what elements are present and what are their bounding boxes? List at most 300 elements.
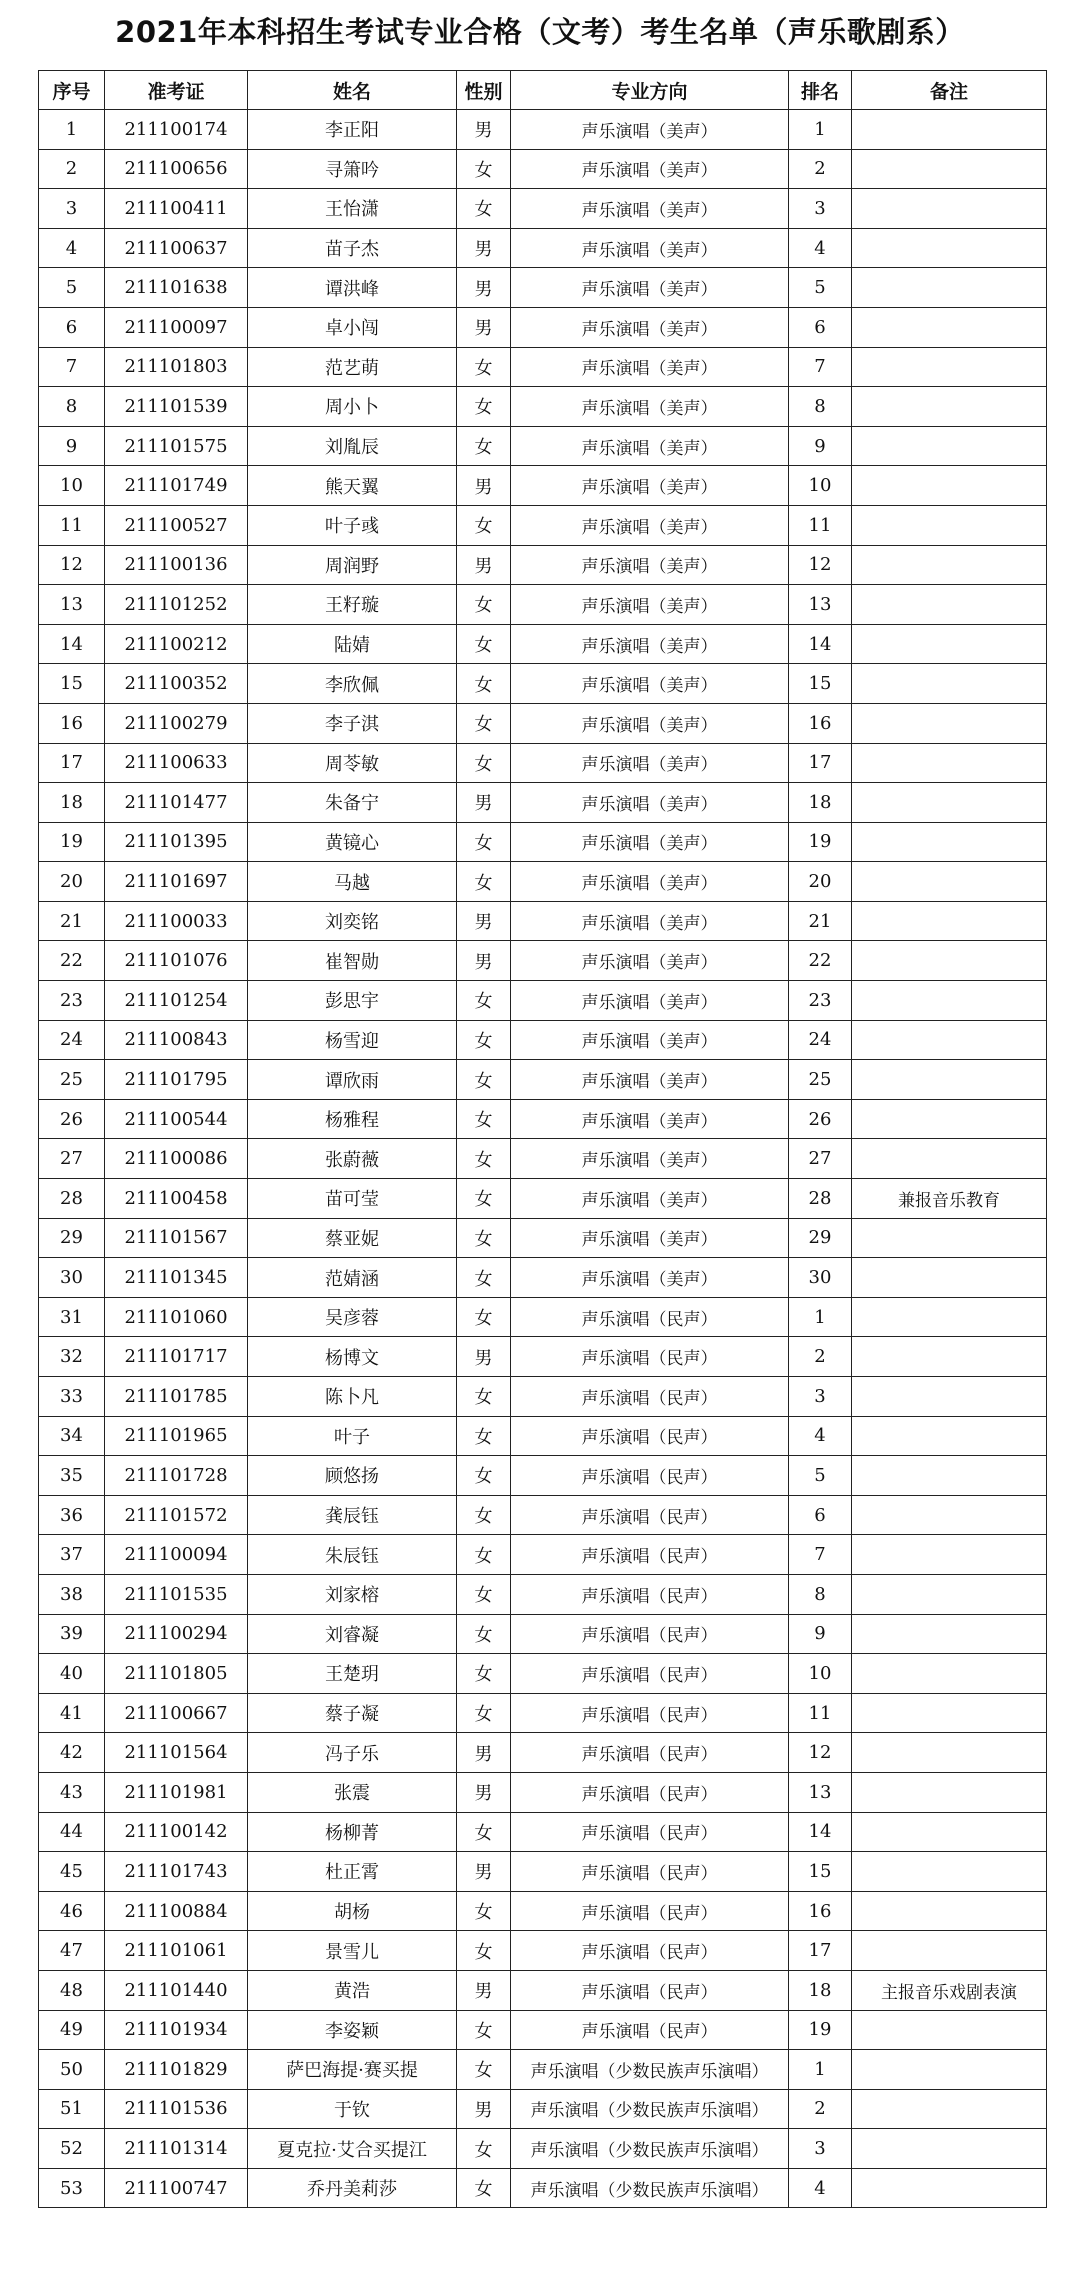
cell-exam-id: 211100086	[105, 1139, 248, 1179]
cell-exam-id: 211100094	[105, 1535, 248, 1575]
cell-name: 叶子彧	[248, 505, 457, 545]
cell-exam-id: 211101829	[105, 2050, 248, 2090]
page-title: 2021年本科招生考试专业合格（文考）考生名单（声乐歌剧系）	[115, 15, 965, 49]
cell-rank: 1	[789, 1297, 852, 1337]
table-row	[39, 1970, 1047, 2010]
cell-note	[852, 1772, 1047, 1812]
cell-name: 萨巴海提·赛买提	[248, 2050, 457, 2090]
cell-exam-id: 211101345	[105, 1258, 248, 1298]
cell-seq: 33	[39, 1377, 105, 1417]
cell-note	[852, 1614, 1047, 1654]
cell-gender: 女	[457, 1891, 511, 1931]
cell-note	[852, 1535, 1047, 1575]
cell-gender: 男	[457, 268, 511, 308]
cell-name: 张震	[248, 1772, 457, 1812]
table-row	[39, 1060, 1047, 1100]
cell-rank: 24	[789, 1020, 852, 1060]
cell-gender: 男	[457, 1733, 511, 1773]
table-row	[39, 387, 1047, 427]
cell-exam-id: 211100633	[105, 743, 248, 783]
cell-seq: 38	[39, 1574, 105, 1614]
cell-gender: 女	[457, 2050, 511, 2090]
cell-rank: 13	[789, 1772, 852, 1812]
cell-seq: 11	[39, 505, 105, 545]
cell-major: 声乐演唱（美声）	[511, 1060, 789, 1100]
cell-seq: 6	[39, 307, 105, 347]
cell-note	[852, 1297, 1047, 1337]
table-row	[39, 1179, 1047, 1219]
cell-name: 周苓敏	[248, 743, 457, 783]
cell-exam-id: 211100637	[105, 228, 248, 268]
cell-major: 声乐演唱（美声）	[511, 466, 789, 506]
cell-gender: 女	[457, 1179, 511, 1219]
cell-note	[852, 703, 1047, 743]
cell-note	[852, 268, 1047, 308]
cell-rank: 3	[789, 2129, 852, 2169]
cell-exam-id: 211101803	[105, 347, 248, 387]
cell-name: 夏克拉·艾合买提江	[248, 2129, 457, 2169]
table-row	[39, 268, 1047, 308]
cell-seq: 43	[39, 1772, 105, 1812]
cell-exam-id: 211100279	[105, 703, 248, 743]
cell-name: 刘家榕	[248, 1574, 457, 1614]
cell-name: 苗可莹	[248, 1179, 457, 1219]
cell-exam-id: 211101575	[105, 426, 248, 466]
cell-seq: 24	[39, 1020, 105, 1060]
cell-seq: 14	[39, 624, 105, 664]
cell-seq: 34	[39, 1416, 105, 1456]
cell-name: 寻箫吟	[248, 149, 457, 189]
cell-name: 李姿颖	[248, 2010, 457, 2050]
header-major: 专业方向	[511, 71, 789, 110]
cell-note	[852, 1852, 1047, 1892]
cell-rank: 2	[789, 1337, 852, 1377]
cell-seq: 26	[39, 1099, 105, 1139]
cell-rank: 6	[789, 1495, 852, 1535]
cell-seq: 8	[39, 387, 105, 427]
cell-note	[852, 981, 1047, 1021]
cell-rank: 30	[789, 1258, 852, 1298]
cell-major: 声乐演唱（民声）	[511, 1337, 789, 1377]
cell-seq: 2	[39, 149, 105, 189]
header-seq: 序号	[39, 71, 105, 110]
cell-gender: 女	[457, 387, 511, 427]
cell-rank: 7	[789, 347, 852, 387]
cell-major: 声乐演唱（民声）	[511, 1456, 789, 1496]
cell-note	[852, 1693, 1047, 1733]
cell-note	[852, 901, 1047, 941]
cell-exam-id: 211100174	[105, 110, 248, 150]
cell-gender: 男	[457, 783, 511, 823]
table-row	[39, 1693, 1047, 1733]
table-row	[39, 1772, 1047, 1812]
table-row	[39, 1852, 1047, 1892]
table-row	[39, 981, 1047, 1021]
cell-exam-id: 211100212	[105, 624, 248, 664]
cell-rank: 17	[789, 743, 852, 783]
table-row	[39, 1377, 1047, 1417]
cell-note	[852, 505, 1047, 545]
cell-seq: 28	[39, 1179, 105, 1219]
cell-gender: 女	[457, 664, 511, 704]
cell-note	[852, 1337, 1047, 1377]
cell-major: 声乐演唱（美声）	[511, 1179, 789, 1219]
cell-rank: 15	[789, 1852, 852, 1892]
cell-gender: 男	[457, 545, 511, 585]
table-row	[39, 2089, 1047, 2129]
cell-note: 兼报音乐教育	[852, 1179, 1047, 1219]
cell-major: 声乐演唱（民声）	[511, 1891, 789, 1931]
cell-major: 声乐演唱（美声）	[511, 901, 789, 941]
cell-rank: 19	[789, 822, 852, 862]
cell-note	[852, 743, 1047, 783]
cell-rank: 15	[789, 664, 852, 704]
cell-major: 声乐演唱（美声）	[511, 664, 789, 704]
cell-gender: 女	[457, 1377, 511, 1417]
table-row	[39, 505, 1047, 545]
cell-exam-id: 211100747	[105, 2168, 248, 2208]
cell-seq: 13	[39, 585, 105, 625]
cell-exam-id: 211101395	[105, 822, 248, 862]
cell-name: 吴彦蓉	[248, 1297, 457, 1337]
cell-gender: 女	[457, 1693, 511, 1733]
cell-note	[852, 307, 1047, 347]
cell-seq: 49	[39, 2010, 105, 2050]
cell-major: 声乐演唱（美声）	[511, 545, 789, 585]
cell-name: 周润野	[248, 545, 457, 585]
table-row	[39, 2010, 1047, 2050]
cell-rank: 19	[789, 2010, 852, 2050]
cell-name: 朱辰钰	[248, 1535, 457, 1575]
cell-note	[852, 1495, 1047, 1535]
cell-note	[852, 1099, 1047, 1139]
cell-name: 冯子乐	[248, 1733, 457, 1773]
table-row	[39, 822, 1047, 862]
cell-rank: 18	[789, 1970, 852, 2010]
cell-major: 声乐演唱（民声）	[511, 1812, 789, 1852]
cell-rank: 10	[789, 466, 852, 506]
cell-note	[852, 1060, 1047, 1100]
table-row	[39, 110, 1047, 150]
cell-gender: 男	[457, 307, 511, 347]
table-row	[39, 1456, 1047, 1496]
cell-major: 声乐演唱（美声）	[511, 783, 789, 823]
cell-seq: 17	[39, 743, 105, 783]
cell-note	[852, 1377, 1047, 1417]
cell-name: 杜正霄	[248, 1852, 457, 1892]
cell-note	[852, 387, 1047, 427]
cell-exam-id: 211101252	[105, 585, 248, 625]
cell-exam-id: 211101749	[105, 466, 248, 506]
cell-gender: 女	[457, 1139, 511, 1179]
cell-name: 杨雪迎	[248, 1020, 457, 1060]
cell-note	[852, 189, 1047, 229]
cell-seq: 10	[39, 466, 105, 506]
cell-rank: 18	[789, 783, 852, 823]
cell-note	[852, 1733, 1047, 1773]
cell-seq: 23	[39, 981, 105, 1021]
cell-rank: 21	[789, 901, 852, 941]
cell-exam-id: 211100352	[105, 664, 248, 704]
cell-name: 乔丹美莉莎	[248, 2168, 457, 2208]
cell-rank: 10	[789, 1654, 852, 1694]
cell-note	[852, 426, 1047, 466]
cell-gender: 女	[457, 1931, 511, 1971]
cell-rank: 16	[789, 703, 852, 743]
cell-name: 杨柳菁	[248, 1812, 457, 1852]
cell-exam-id: 211101981	[105, 1772, 248, 1812]
cell-name: 叶子	[248, 1416, 457, 1456]
cell-note	[852, 624, 1047, 664]
cell-gender: 男	[457, 1970, 511, 2010]
cell-major: 声乐演唱（美声）	[511, 822, 789, 862]
cell-major: 声乐演唱（民声）	[511, 1772, 789, 1812]
cell-note	[852, 1812, 1047, 1852]
cell-name: 刘胤辰	[248, 426, 457, 466]
cell-exam-id: 211101254	[105, 981, 248, 1021]
cell-gender: 女	[457, 1416, 511, 1456]
cell-rank: 20	[789, 862, 852, 902]
cell-name: 刘奕铭	[248, 901, 457, 941]
cell-major: 声乐演唱（民声）	[511, 1852, 789, 1892]
cell-note	[852, 862, 1047, 902]
cell-rank: 23	[789, 981, 852, 1021]
cell-major: 声乐演唱（美声）	[511, 347, 789, 387]
cell-gender: 男	[457, 2089, 511, 2129]
cell-rank: 11	[789, 1693, 852, 1733]
cell-major: 声乐演唱（美声）	[511, 703, 789, 743]
cell-exam-id: 211100527	[105, 505, 248, 545]
cell-name: 王籽璇	[248, 585, 457, 625]
cell-rank: 28	[789, 1179, 852, 1219]
cell-gender: 女	[457, 2129, 511, 2169]
table-row	[39, 466, 1047, 506]
cell-note	[852, 110, 1047, 150]
cell-rank: 3	[789, 189, 852, 229]
cell-name: 陆婧	[248, 624, 457, 664]
cell-seq: 46	[39, 1891, 105, 1931]
table-row	[39, 2168, 1047, 2208]
cell-major: 声乐演唱（美声）	[511, 1139, 789, 1179]
cell-note	[852, 585, 1047, 625]
cell-exam-id: 211101536	[105, 2089, 248, 2129]
table-row	[39, 426, 1047, 466]
cell-gender: 女	[457, 1456, 511, 1496]
cell-major: 声乐演唱（美声）	[511, 585, 789, 625]
table-row	[39, 1654, 1047, 1694]
cell-gender: 男	[457, 941, 511, 981]
cell-seq: 27	[39, 1139, 105, 1179]
table-row	[39, 862, 1047, 902]
cell-major: 声乐演唱（民声）	[511, 1970, 789, 2010]
cell-major: 声乐演唱（美声）	[511, 941, 789, 981]
cell-seq: 44	[39, 1812, 105, 1852]
cell-major: 声乐演唱（民声）	[511, 1693, 789, 1733]
cell-gender: 女	[457, 505, 511, 545]
cell-seq: 35	[39, 1456, 105, 1496]
cell-major: 声乐演唱（民声）	[511, 1495, 789, 1535]
table-row	[39, 1139, 1047, 1179]
cell-rank: 2	[789, 2089, 852, 2129]
cell-major: 声乐演唱（民声）	[511, 1614, 789, 1654]
cell-name: 刘睿凝	[248, 1614, 457, 1654]
cell-exam-id: 211100411	[105, 189, 248, 229]
cell-note	[852, 1218, 1047, 1258]
table-row	[39, 901, 1047, 941]
cell-name: 李欣佩	[248, 664, 457, 704]
cell-name: 李正阳	[248, 110, 457, 150]
cell-name: 周小卜	[248, 387, 457, 427]
cell-note	[852, 783, 1047, 823]
cell-gender: 男	[457, 1337, 511, 1377]
cell-gender: 女	[457, 1218, 511, 1258]
cell-name: 马越	[248, 862, 457, 902]
cell-exam-id: 211101061	[105, 1931, 248, 1971]
cell-major: 声乐演唱（美声）	[511, 426, 789, 466]
table-row	[39, 307, 1047, 347]
cell-major: 声乐演唱（美声）	[511, 1218, 789, 1258]
table-row	[39, 624, 1047, 664]
table-row	[39, 2129, 1047, 2169]
cell-rank: 5	[789, 1456, 852, 1496]
cell-note	[852, 545, 1047, 585]
cell-exam-id: 211101060	[105, 1297, 248, 1337]
table-row	[39, 545, 1047, 585]
cell-rank: 7	[789, 1535, 852, 1575]
cell-note	[852, 2129, 1047, 2169]
cell-exam-id: 211100142	[105, 1812, 248, 1852]
cell-major: 声乐演唱（少数民族声乐演唱）	[511, 2168, 789, 2208]
cell-name: 苗子杰	[248, 228, 457, 268]
cell-gender: 女	[457, 1812, 511, 1852]
cell-seq: 22	[39, 941, 105, 981]
cell-rank: 5	[789, 268, 852, 308]
cell-exam-id: 211101638	[105, 268, 248, 308]
cell-name: 蔡子凝	[248, 1693, 457, 1733]
cell-major: 声乐演唱（民声）	[511, 1574, 789, 1614]
cell-name: 张蔚薇	[248, 1139, 457, 1179]
cell-gender: 女	[457, 981, 511, 1021]
cell-seq: 37	[39, 1535, 105, 1575]
cell-rank: 14	[789, 1812, 852, 1852]
cell-rank: 11	[789, 505, 852, 545]
cell-gender: 女	[457, 743, 511, 783]
cell-major: 声乐演唱（美声）	[511, 1258, 789, 1298]
cell-seq: 4	[39, 228, 105, 268]
cell-note	[852, 2010, 1047, 2050]
cell-seq: 3	[39, 189, 105, 229]
cell-name: 彭思宇	[248, 981, 457, 1021]
cell-rank: 1	[789, 2050, 852, 2090]
table-row	[39, 783, 1047, 823]
cell-exam-id: 211101567	[105, 1218, 248, 1258]
cell-exam-id: 211100033	[105, 901, 248, 941]
cell-major: 声乐演唱（美声）	[511, 189, 789, 229]
cell-exam-id: 211100667	[105, 1693, 248, 1733]
cell-gender: 女	[457, 1099, 511, 1139]
cell-name: 陈卜凡	[248, 1377, 457, 1417]
cell-seq: 5	[39, 268, 105, 308]
cell-major: 声乐演唱（美声）	[511, 624, 789, 664]
cell-seq: 9	[39, 426, 105, 466]
cell-note: 主报音乐戏剧表演	[852, 1970, 1047, 2010]
cell-rank: 26	[789, 1099, 852, 1139]
cell-seq: 21	[39, 901, 105, 941]
cell-gender: 男	[457, 228, 511, 268]
cell-exam-id: 211101795	[105, 1060, 248, 1100]
cell-name: 杨雅程	[248, 1099, 457, 1139]
table-row	[39, 1337, 1047, 1377]
cell-exam-id: 211100458	[105, 1179, 248, 1219]
cell-name: 杨博文	[248, 1337, 457, 1377]
cell-name: 顾悠扬	[248, 1456, 457, 1496]
table-row	[39, 703, 1047, 743]
cell-gender: 女	[457, 862, 511, 902]
cell-gender: 女	[457, 426, 511, 466]
cell-seq: 39	[39, 1614, 105, 1654]
cell-gender: 女	[457, 1297, 511, 1337]
header-exam-id: 准考证	[105, 71, 248, 110]
cell-rank: 2	[789, 149, 852, 189]
cell-note	[852, 2168, 1047, 2208]
cell-rank: 12	[789, 1733, 852, 1773]
cell-gender: 女	[457, 2168, 511, 2208]
cell-major: 声乐演唱（少数民族声乐演唱）	[511, 2129, 789, 2169]
cell-major: 声乐演唱（美声）	[511, 862, 789, 902]
cell-note	[852, 941, 1047, 981]
table-row	[39, 149, 1047, 189]
cell-gender: 男	[457, 901, 511, 941]
cell-seq: 19	[39, 822, 105, 862]
cell-major: 声乐演唱（民声）	[511, 1931, 789, 1971]
table-row	[39, 2050, 1047, 2090]
cell-seq: 32	[39, 1337, 105, 1377]
cell-name: 龚辰钰	[248, 1495, 457, 1535]
cell-exam-id: 211100656	[105, 149, 248, 189]
cell-gender: 女	[457, 1654, 511, 1694]
cell-name: 王楚玥	[248, 1654, 457, 1694]
table-row	[39, 1891, 1047, 1931]
cell-note	[852, 822, 1047, 862]
cell-exam-id: 211101477	[105, 783, 248, 823]
table-row	[39, 1218, 1047, 1258]
cell-major: 声乐演唱（美声）	[511, 1099, 789, 1139]
cell-exam-id: 211101697	[105, 862, 248, 902]
cell-exam-id: 211101076	[105, 941, 248, 981]
cell-gender: 女	[457, 1535, 511, 1575]
cell-rank: 8	[789, 1574, 852, 1614]
cell-exam-id: 211100136	[105, 545, 248, 585]
table-row	[39, 189, 1047, 229]
cell-major: 声乐演唱（美声）	[511, 387, 789, 427]
table-row	[39, 1020, 1047, 1060]
cell-name: 朱备宁	[248, 783, 457, 823]
table-row	[39, 743, 1047, 783]
cell-name: 李子淇	[248, 703, 457, 743]
cell-gender: 女	[457, 624, 511, 664]
cell-major: 声乐演唱（民声）	[511, 1535, 789, 1575]
table-row	[39, 664, 1047, 704]
cell-major: 声乐演唱（美声）	[511, 149, 789, 189]
cell-seq: 51	[39, 2089, 105, 2129]
cell-name: 蔡亚妮	[248, 1218, 457, 1258]
table-row	[39, 1099, 1047, 1139]
cell-rank: 25	[789, 1060, 852, 1100]
cell-gender: 男	[457, 1852, 511, 1892]
header-rank: 排名	[789, 71, 852, 110]
cell-major: 声乐演唱（民声）	[511, 1377, 789, 1417]
cell-name: 熊天翼	[248, 466, 457, 506]
